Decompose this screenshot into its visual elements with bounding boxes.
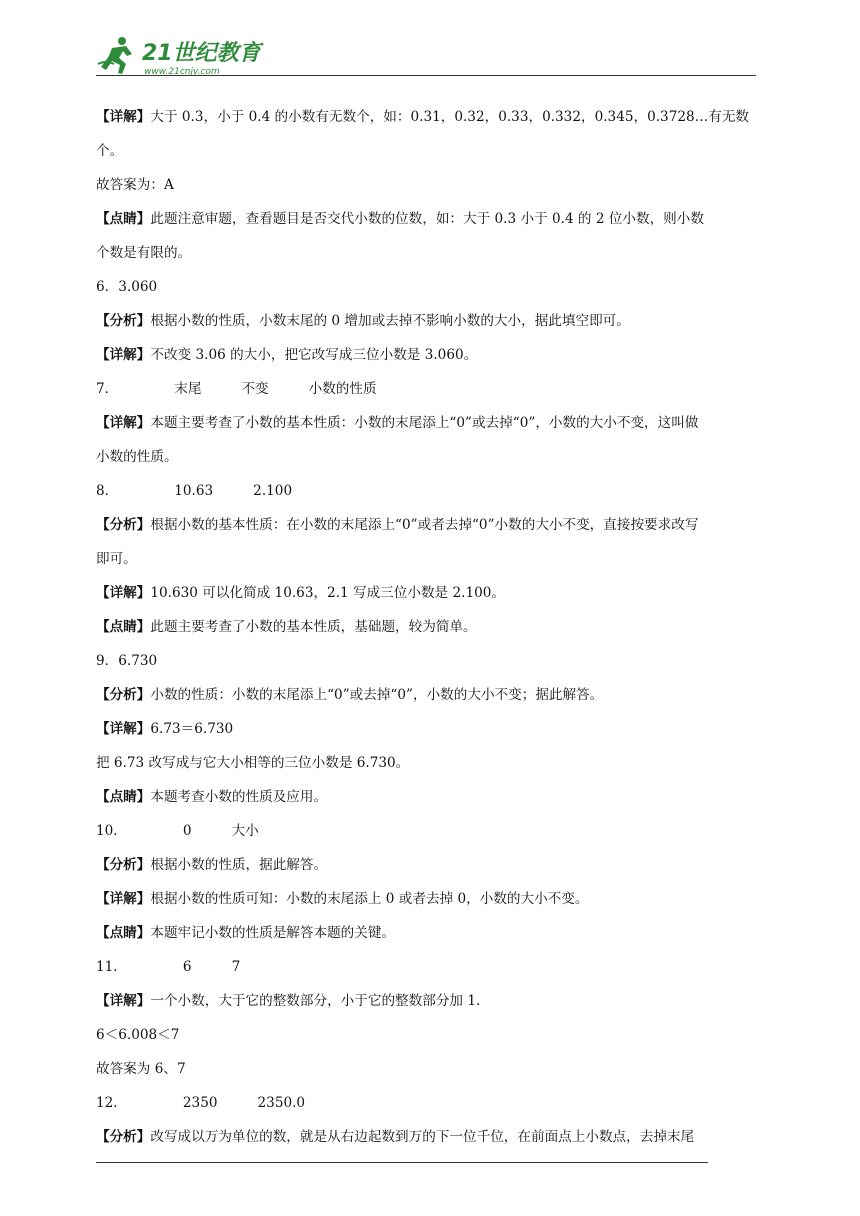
- section-tag: 【详解】: [96, 415, 151, 431]
- line-text: 6.73＝6.730: [150, 721, 234, 737]
- section-tag: 【点睛】: [96, 789, 151, 805]
- runner-icon: [98, 37, 132, 74]
- line-text: 本题考查小数的性质及应用。: [150, 789, 328, 805]
- text-line: [96, 134, 764, 168]
- line-text: 6＜6.008＜7: [96, 1027, 180, 1043]
- text-line: [96, 576, 764, 610]
- answer-line-q10: 10． 0 大小: [96, 823, 259, 839]
- answer-line-q7: 7． 末尾 不变 小数的性质: [96, 381, 377, 397]
- line-text: 根据小数的性质，据此解答。: [150, 857, 328, 873]
- text-line: [96, 882, 764, 916]
- text-line: [96, 1120, 764, 1154]
- page-header: [96, 34, 756, 80]
- answer-line-q11: 11． 6 7: [96, 959, 241, 975]
- line-text: 根据小数的性质可知：小数的末尾添上 0 或者去掉 0，小数的大小不变。: [150, 891, 589, 907]
- line-text: 本题牢记小数的性质是解答本题的关键。: [150, 925, 396, 941]
- section-tag: 【详解】: [96, 585, 151, 601]
- text-line: [96, 508, 764, 542]
- logo-21cnjy: [96, 34, 266, 80]
- line-text: 故答案为 6、7: [96, 1061, 186, 1077]
- text-line: [96, 270, 764, 304]
- svg-text:www.21cnjy.com: www.21cnjy.com: [144, 67, 220, 77]
- section-tag: 【详解】: [96, 721, 151, 737]
- section-tag: 【分析】: [96, 313, 151, 329]
- text-line: [96, 1052, 764, 1086]
- text-line: [96, 338, 764, 372]
- text-line: [96, 304, 764, 338]
- text-line: [96, 100, 764, 134]
- section-tag: 【点睛】: [96, 925, 151, 941]
- svg-text:21世纪教育: 21世纪教育: [142, 41, 261, 66]
- line-text: 个。: [96, 143, 124, 159]
- line-text: 此题主要考查了小数的基本性质，基础题，较为简单。: [150, 619, 477, 635]
- text-line: [96, 610, 764, 644]
- line-text: 个数是有限的。: [96, 245, 192, 261]
- line-text: 本题主要考查了小数的基本性质：小数的末尾添上“0”或去掉“0”，小数的大小不变，这叫做: [150, 415, 699, 431]
- line-text: 小数的性质：小数的末尾添上“0”或去掉“0”，小数的大小不变；据此解答。: [150, 687, 604, 703]
- line-text: 即可。: [96, 551, 137, 567]
- text-line: [96, 440, 764, 474]
- text-line: [96, 984, 764, 1018]
- section-tag: 【分析】: [96, 517, 151, 533]
- line-text: 小数的性质。: [96, 449, 178, 465]
- text-line: [96, 746, 764, 780]
- text-line: [96, 406, 764, 440]
- line-text: 把 6.73 改写成与它大小相等的三位小数是 6.730。: [96, 755, 410, 771]
- section-tag: 【点睛】: [96, 211, 151, 227]
- text-line: [96, 678, 764, 712]
- line-text: 根据小数的基本性质：在小数的末尾添上“0”或者去掉“0”小数的大小不变，直接按要求改写: [150, 517, 699, 533]
- footer-rule: [96, 1162, 708, 1163]
- section-tag: 【详解】: [96, 891, 151, 907]
- line-text: 根据小数的性质，小数末尾的 0 增加或去掉不影响小数的大小，据此填空即可。: [150, 313, 630, 329]
- text-line: [96, 236, 764, 270]
- section-tag: 【详解】: [96, 109, 151, 125]
- line-text: 大于 0.3，小于 0.4 的小数有无数个，如：0.31，0.32，0.33，0.332，0.345，0.3728…有无数: [150, 109, 750, 125]
- section-tag: 【分析】: [96, 857, 151, 873]
- line-text: 一个小数，大于它的整数部分，小于它的整数部分加 1.: [150, 993, 481, 1009]
- text-line: [96, 848, 764, 882]
- line-text: 此题注意审题，查看题目是否交代小数的位数，如：大于 0.3 小于 0.4 的 2 位小数，则小数: [150, 211, 704, 227]
- answer-line-q8: 8． 10.63 2.100: [96, 483, 293, 499]
- text-line: [96, 202, 764, 236]
- section-tag: 【分析】: [96, 1129, 151, 1145]
- line-text: 改写成以万为单位的数，就是从右边起数到万的下一位千位，在前面点上小数点，去掉末尾: [150, 1129, 695, 1145]
- section-tag: 【点睛】: [96, 619, 151, 635]
- header-rule: [96, 75, 756, 76]
- text-line: [96, 168, 764, 202]
- section-tag: 【分析】: [96, 687, 151, 703]
- line-text: 6．3.060: [96, 279, 158, 295]
- text-line: [96, 542, 764, 576]
- line-text: 故答案为：A: [96, 177, 174, 193]
- answer-line-q12: 12． 2350 2350.0: [96, 1095, 306, 1111]
- document-body: [96, 100, 764, 1154]
- line-text: 不改变 3.06 的大小，把它改写成三位小数是 3.060。: [150, 347, 478, 363]
- text-line: [96, 644, 764, 678]
- section-tag: 【详解】: [96, 993, 151, 1009]
- section-tag: 【详解】: [96, 347, 151, 363]
- text-line: [96, 712, 764, 746]
- text-line: [96, 780, 764, 814]
- line-text: 10.630 可以化简成 10.63，2.1 写成三位小数是 2.100。: [150, 585, 505, 601]
- line-text: 9．6.730: [96, 653, 158, 669]
- text-line: [96, 916, 764, 950]
- text-line: [96, 1018, 764, 1052]
